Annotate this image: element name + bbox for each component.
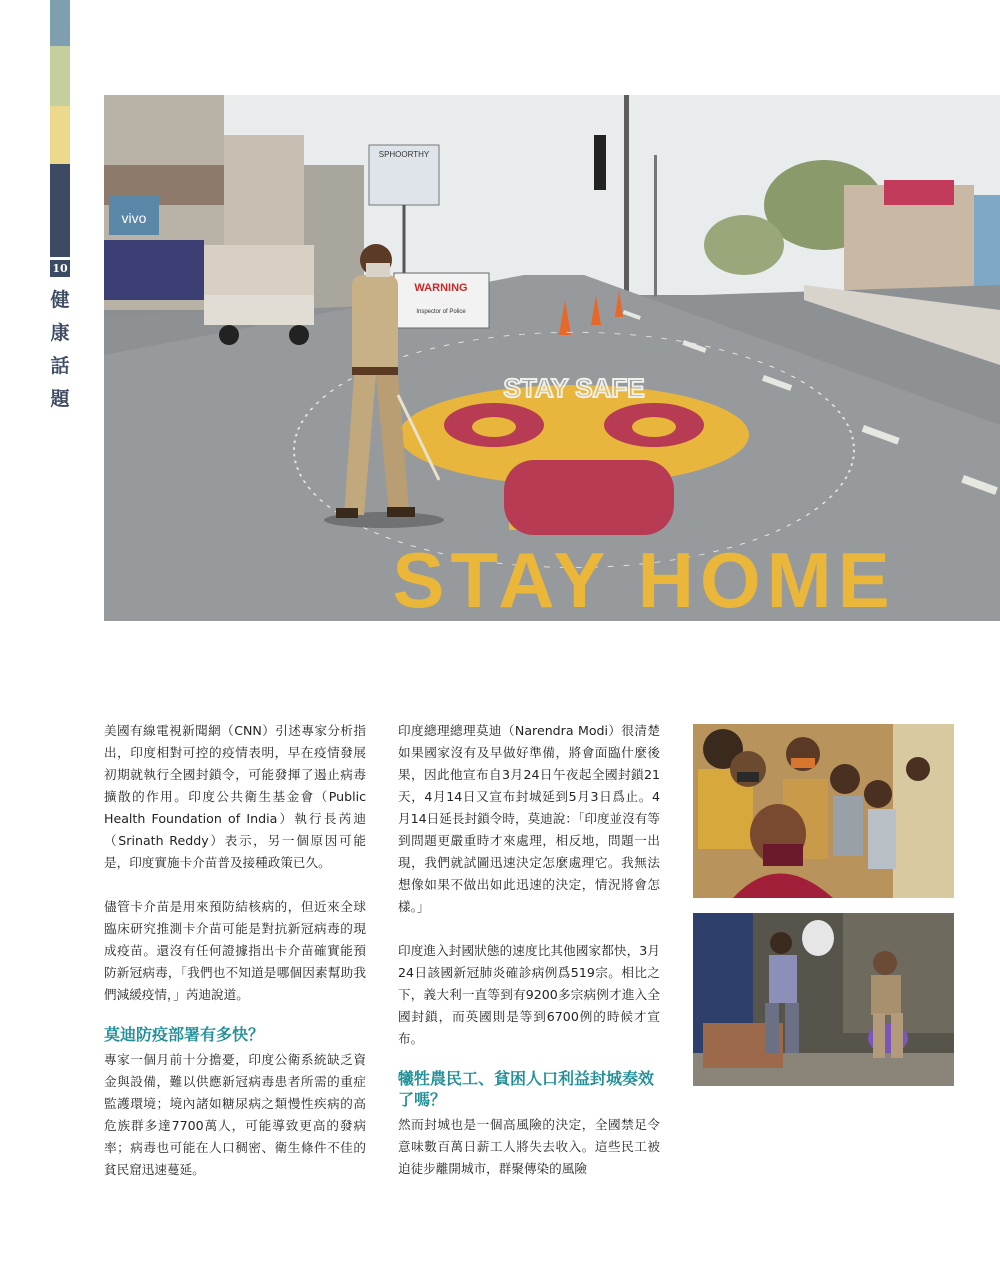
color-band-yellow xyxy=(50,106,70,164)
paragraph: 美國有線電視新聞網（CNN）引述專家分析指出，印度相對可控的疫情表明，早在疫情發展初期就執行全國封鎖令，可能發揮了遏止病毒擴散的作用。印度公共衛生基金會（Public Health Foundation of India）執行長芮迪（Srinath Reddy）表示，另一個原因可能是，印度實施卡介苗普及接種政策已久。 xyxy=(104,723,366,870)
paragraph: 專家一個月前十分擔憂，印度公衛系統缺乏資金與設備，難以供應新冠病毒患者所需的重症監護環境；境內諸如糖尿病之類慢性疾病的高危族群多達7700萬人，可能導致更高的發病率；病毒也可能在人口稠密、衛生條件不佳的貧民窟迅速蔓延。 xyxy=(104,1052,366,1177)
page-number: 10 xyxy=(50,260,70,277)
shop-sign-vivo: vivo xyxy=(121,210,147,226)
section-char: 題 xyxy=(50,388,70,410)
section-char: 健 xyxy=(50,289,70,311)
road-text-stay-home: STAY HOME xyxy=(392,536,896,621)
photo-men-sitting xyxy=(693,913,954,1086)
section-char: 康 xyxy=(50,322,70,344)
paragraph: 印度進入封國狀態的速度比其他國家都快，3月24日該國新冠肺炎確診病例爲519宗。相比之下，義大利一直等到有9200多宗病例才進入全國封鎖，而英國則是等到6700例的時候才宣布。 xyxy=(398,943,660,1046)
hero-photo-stay-home-street xyxy=(104,95,1000,621)
paragraph: 儘管卡介苗是用來預防結核病的，但近來全球臨床研究推測卡介苗可能是對抗新冠病毒的現成疫苗。還沒有任何證據指出卡介苗確實能預防新冠病毒，「我們也不知道是哪個因素幫助我們減緩疫情，」芮迪說道。 xyxy=(104,899,366,1002)
paragraph: 然而封城也是一個高風險的決定，全國禁足令意味數百萬日薪工人將失去收入。這些民工被迫徒步離開城市，群聚傳染的風險 xyxy=(398,1117,660,1176)
color-band-green xyxy=(50,46,70,106)
photo-men-illustration xyxy=(693,913,954,1086)
color-band-dark xyxy=(50,164,70,257)
text-column-1 xyxy=(104,720,366,1181)
section-char: 話 xyxy=(50,355,70,377)
hero-photo-illustration xyxy=(104,95,1000,621)
billboard-text: SPHOORTHY xyxy=(378,150,430,159)
photo-children-queue xyxy=(693,724,954,898)
warning-sign-text: WARNING xyxy=(414,282,468,294)
inspector-sign-text: Inspector of Police xyxy=(416,309,466,315)
subheading: 犧牲農民工、貧困人口利益封城奏效了嗎？ xyxy=(398,1069,655,1109)
subheading: 莫迪防疫部署有多快？ xyxy=(104,1025,265,1044)
text-column-2 xyxy=(398,720,660,1180)
photo-children-illustration xyxy=(693,724,954,898)
color-band-blue xyxy=(50,0,70,46)
section-title xyxy=(49,284,71,416)
road-text-stay-safe: STAY SAFE xyxy=(503,373,645,403)
paragraph: 印度總理總理莫迪（Narendra Modi）很清楚如果國家沒有及早做好準備，將會面臨什麼後果，因此他宣布自3月24日午夜起全國封鎖21天，4月14日又宣布封城延到5月3日爲止。4月14日延長封鎖令時，莫迪說：「印度並沒有等到問題更嚴重時才來處理，相反地，問題一出現，我們就試圖迅速決定怎麼處理它。我無法想像如果不做出如此迅速的決定，情況將會怎樣。」 xyxy=(398,723,660,914)
